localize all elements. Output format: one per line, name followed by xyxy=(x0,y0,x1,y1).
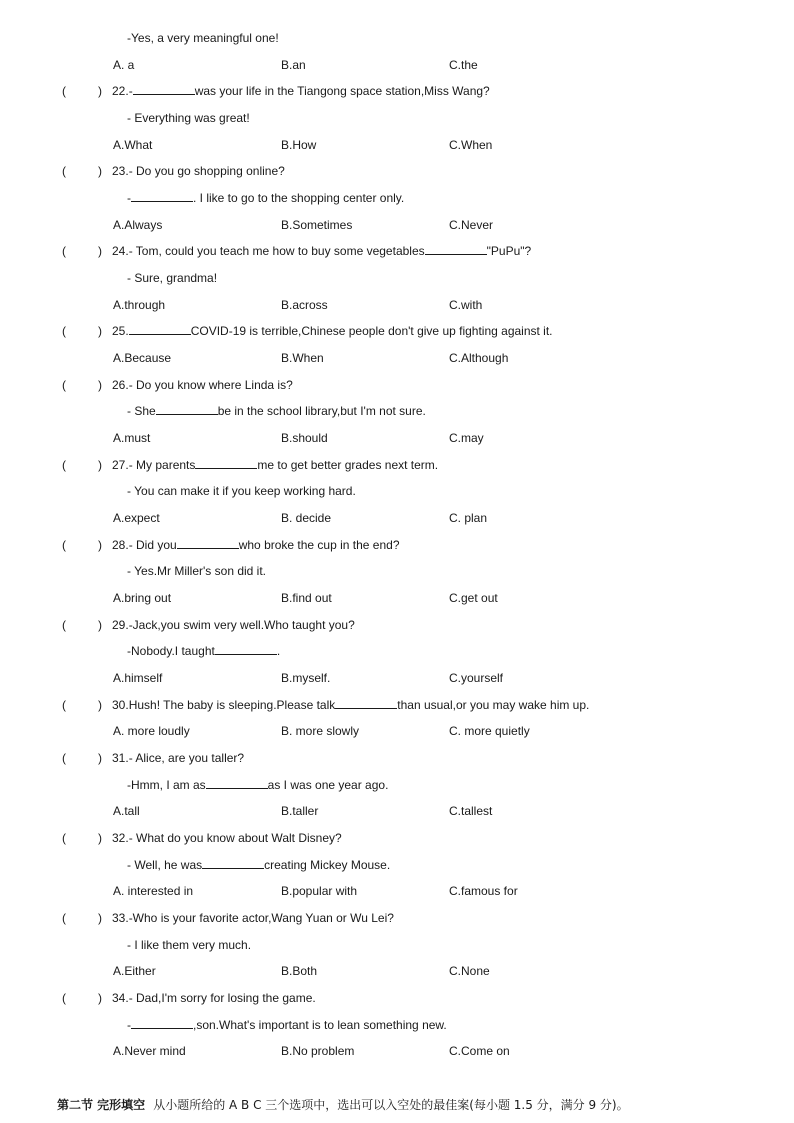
question-stem: 30.Hush! The baby is sleeping.Please talk than usual,or you may wake him up. xyxy=(112,698,590,712)
option-a: A. interested in xyxy=(113,884,194,898)
option-b: B.How xyxy=(281,138,317,152)
option-b: B.taller xyxy=(281,804,319,818)
question-stem: 32.- What do you know about Walt Disney? xyxy=(112,831,342,845)
question-dialog: -Hmm, I am as as I was one year ago. xyxy=(127,778,389,792)
option-b: B.When xyxy=(281,351,324,365)
question-stem: 27.- My parents me to get better grades next term. xyxy=(112,458,439,472)
blank xyxy=(131,1017,193,1029)
option-c: C.None xyxy=(449,964,490,978)
option-a: A.expect xyxy=(113,511,160,525)
blank xyxy=(335,697,397,709)
option-b: B.Sometimes xyxy=(281,218,353,232)
question-stem: 26.- Do you know where Linda is? xyxy=(112,378,293,392)
blank xyxy=(129,323,191,335)
section-heading xyxy=(57,1096,629,1113)
option-a: A. a xyxy=(113,58,135,72)
option-b: B.No problem xyxy=(281,1044,355,1058)
option-c: C.Never xyxy=(449,218,494,232)
option-c: C.Although xyxy=(449,351,509,365)
blank xyxy=(206,777,268,789)
blank xyxy=(195,457,257,469)
question-stem: 34.- Dad,I'm sorry for losing the game. xyxy=(112,991,316,1005)
option-a: A.Always xyxy=(113,218,163,232)
blank xyxy=(131,190,193,202)
option-b: B.Both xyxy=(281,964,318,978)
question-dialog: - Everything was great! xyxy=(127,111,250,125)
option-c: C.yourself xyxy=(449,671,504,685)
question-stem: 25. COVID-19 is terrible,Chinese people don't give up fighting against it. xyxy=(112,324,553,338)
blank xyxy=(177,537,239,549)
option-a: A.Because xyxy=(113,351,172,365)
option-a: A.Never mind xyxy=(113,1044,186,1058)
option-b: B.should xyxy=(281,431,328,445)
blank xyxy=(425,243,487,255)
option-a: A.himself xyxy=(113,671,163,685)
option-a: A.through xyxy=(113,298,166,312)
question-dialog: - Well, he was creating Mickey Mouse. xyxy=(127,858,391,872)
option-c: C.When xyxy=(449,138,493,152)
question-stem: 28.- Did you who broke the cup in the end? xyxy=(112,538,400,552)
option-b: B.myself. xyxy=(281,671,331,685)
option-c: C. more quietly xyxy=(449,724,530,738)
question-dialog: - ,son.What's important is to lean something new. xyxy=(127,1018,447,1032)
blank xyxy=(202,857,264,869)
question-stem: 29.-Jack,you swim very well.Who taught you? xyxy=(112,618,355,632)
option-b: B.across xyxy=(281,298,328,312)
option-c: C.the xyxy=(449,58,478,72)
question-dialog: - . I like to go to the shopping center only. xyxy=(127,191,405,205)
question-stem: 31.- Alice, are you taller? xyxy=(112,751,245,765)
question-dialog: -Nobody.I taught . xyxy=(127,644,281,658)
blank xyxy=(133,83,195,95)
blank xyxy=(156,403,218,415)
option-b: B.an xyxy=(281,58,306,72)
option-c: C.tallest xyxy=(449,804,493,818)
blank xyxy=(215,643,277,655)
section-title: 第二节 完形填空 xyxy=(57,1098,146,1112)
option-c: C.may xyxy=(449,431,484,445)
question-stem: 33.-Who is your favorite actor,Wang Yuan or Wu Lei? xyxy=(112,911,394,925)
option-a: A.What xyxy=(113,138,153,152)
option-b: B.popular with xyxy=(281,884,358,898)
question-dialog: - You can make it if you keep working hard. xyxy=(127,484,356,498)
question-stem: 22.- was your life in the Tiangong space station,Miss Wang? xyxy=(112,84,490,98)
option-a: A. more loudly xyxy=(113,724,190,738)
option-b: B. more slowly xyxy=(281,724,360,738)
question-dialog: - Sure, grandma! xyxy=(127,271,218,285)
option-b: B.find out xyxy=(281,591,332,605)
question-stem: 23.- Do you go shopping online? xyxy=(112,164,285,178)
answer-line: -Yes, a very meaningful one! xyxy=(127,31,279,45)
option-a: A.Either xyxy=(113,964,156,978)
question-stem: 24.- Tom, could you teach me how to buy some vegetables "PuPu"? xyxy=(112,244,532,258)
option-a: A.must xyxy=(113,431,151,445)
option-c: C.famous for xyxy=(449,884,518,898)
option-b: B. decide xyxy=(281,511,332,525)
option-a: A.bring out xyxy=(113,591,172,605)
option-c: C.Come on xyxy=(449,1044,510,1058)
option-c: C.get out xyxy=(449,591,498,605)
question-dialog: - I like them very much. xyxy=(127,938,252,952)
option-a: A.tall xyxy=(113,804,140,818)
question-dialog: - She be in the school library,but I'm not sure. xyxy=(127,404,426,418)
option-c: C. plan xyxy=(449,511,488,525)
section-instruction: 从小题所给的 A B C 三个选项中，选出可以入空处的最佳案(每小题 1.5 分，满分 9 分)。 xyxy=(153,1098,629,1112)
option-c: C.with xyxy=(449,298,483,312)
question-dialog: - Yes.Mr Miller's son did it. xyxy=(127,564,267,578)
